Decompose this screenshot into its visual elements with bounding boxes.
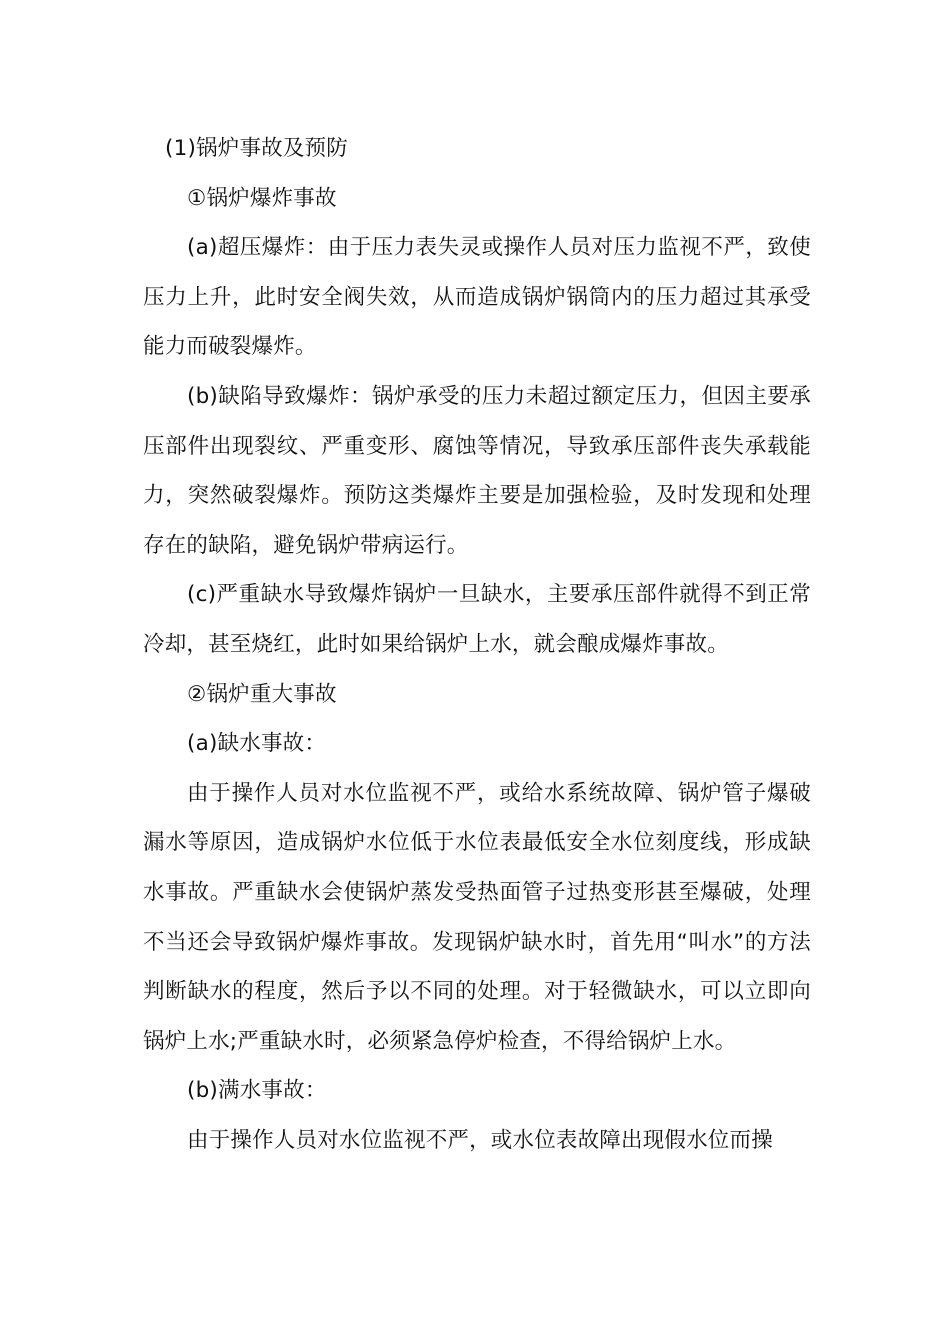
paragraph-overpressure-explosion: (a)超压爆炸：由于压力表失灵或操作人员对压力监视不严，致使压力上升，此时安全阀失效，从而造成锅炉锅筒内的压力超过其承受能力而破裂爆炸。	[143, 235, 811, 360]
item-heading: (b)满水事故：	[187, 1078, 327, 1104]
item-heading: (a)缺水事故：	[187, 731, 327, 757]
paragraph-water-shortage-accident: 由于操作人员对水位监视不严，或给水系统故障、锅炉管子爆破漏水等原因，造成锅炉水位低于水位表最低安全水位刻度线，形成缺水事故。严重缺水会使锅炉蒸发受热面管子过热变形甚至爆破，处理不当还会导致锅炉爆炸事故。发现锅炉缺水时，首先用“叫水”的方法判断缺水的程度，然后予以不同的处理。对于轻微缺水，可以立即向锅炉上水;严重缺水时，必须紧急停炉检查，不得给锅炉上水。	[143, 780, 811, 1054]
subsection-heading: ②锅炉重大事故	[187, 681, 337, 707]
document-body	[143, 124, 811, 1165]
subsection-heading: ①锅炉爆炸事故	[187, 185, 337, 211]
paragraph-defect-explosion: (b)缺陷导致爆炸：锅炉承受的压力未超过额定压力，但因主要承压部件出现裂纹、严重变形、腐蚀等情况，导致承压部件丧失承载能力，突然破裂爆炸。预防这类爆炸主要是加强检验，及时发现和处理存在的缺陷，避免锅炉带病运行。	[143, 383, 811, 558]
paragraph-water-shortage-explosion: (c)严重缺水导致爆炸锅炉一旦缺水，主要承压部件就得不到正常冷却，甚至烧红，此时如果给锅炉上水，就会酿成爆炸事故。	[143, 582, 811, 657]
section-heading: (1)锅炉事故及预防	[165, 136, 348, 161]
paragraph-full-water-accident: 由于操作人员对水位监视不严，或水位表故障出现假水位而操	[187, 1127, 773, 1153]
